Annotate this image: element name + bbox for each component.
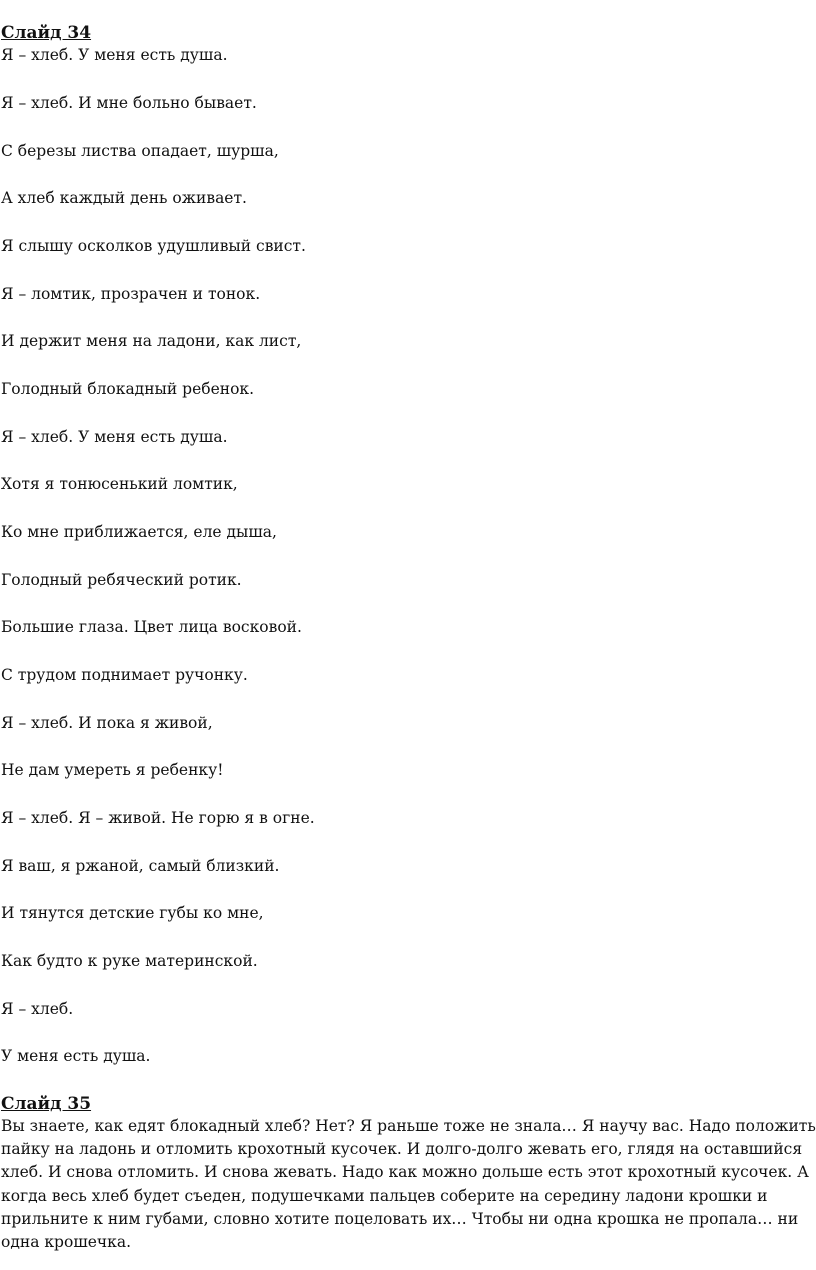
poem-line: Я – хлеб. И мне больно бывает.	[1, 94, 257, 112]
poem-line: Голодный блокадный ребенок.	[1, 380, 255, 398]
poem-line: Я – хлеб. У меня есть душа.	[1, 46, 228, 64]
poem-line: Я – хлеб. У меня есть душа.	[1, 428, 228, 446]
poem-line: Голодный ребяческий ротик.	[1, 571, 242, 589]
slide-35-heading: Слайд 35	[1, 1094, 92, 1114]
poem-line: У меня есть душа.	[1, 1047, 151, 1065]
paragraph-line: Вы знаете, как едят блокадный хлеб? Нет? Я раньше тоже не знала… Я научу вас. Надо положить	[1, 1117, 816, 1135]
poem-line: Большие глаза. Цвет лица восковой.	[1, 618, 302, 636]
paragraph-line: прильните к ним губами, словно хотите поцеловать их… Чтобы ни одна крошка не пропала… ни	[1, 1209, 799, 1228]
poem-line: Как будто к руке материнской.	[1, 952, 258, 970]
poem-line: С трудом поднимает ручонку.	[1, 666, 248, 684]
poem-line: Я слышу осколков удушливый свист.	[1, 237, 306, 255]
poem-line: И тянутся детские губы ко мне,	[1, 904, 264, 922]
poem-line: Я ваш, я ржаной, самый близкий.	[1, 857, 280, 875]
poem-line: Не дам умереть я ребенку!	[1, 761, 224, 779]
slide-35-paragraph	[1, 1115, 816, 1254]
poem-line: С березы листва опадает, шурша,	[1, 142, 279, 160]
paragraph-line: когда весь хлеб будет съеден, подушечками пальцев соберите на середину ладони крошки и	[1, 1186, 768, 1205]
poem-line: Я – ломтик, прозрачен и тонок.	[1, 285, 261, 303]
poem-line: Я – хлеб. Я – живой. Не горю я в огне.	[1, 809, 315, 827]
poem-line: Хотя я тонюсенький ломтик,	[1, 475, 238, 493]
poem-line: Ко мне приближается, еле дыша,	[1, 523, 277, 541]
paragraph-line: пайку на ладонь и отломить крохотный кусочек. И долго-долго жевать его, глядя на оставшийся	[1, 1140, 803, 1159]
slide-34-heading: Слайд 34	[1, 23, 92, 43]
poem-line: А хлеб каждый день оживает.	[1, 189, 247, 207]
paragraph-line: хлеб. И снова отломить. И снова жевать. Надо как можно дольше есть этот крохотный кусочек. А	[1, 1163, 809, 1182]
poem-line: И держит меня на ладони, как лист,	[1, 332, 302, 350]
poem-line: Я – хлеб. И пока я живой,	[1, 714, 213, 732]
poem-line: Я – хлеб.	[1, 1000, 74, 1018]
paragraph-line: одна крошечка.	[1, 1233, 132, 1252]
